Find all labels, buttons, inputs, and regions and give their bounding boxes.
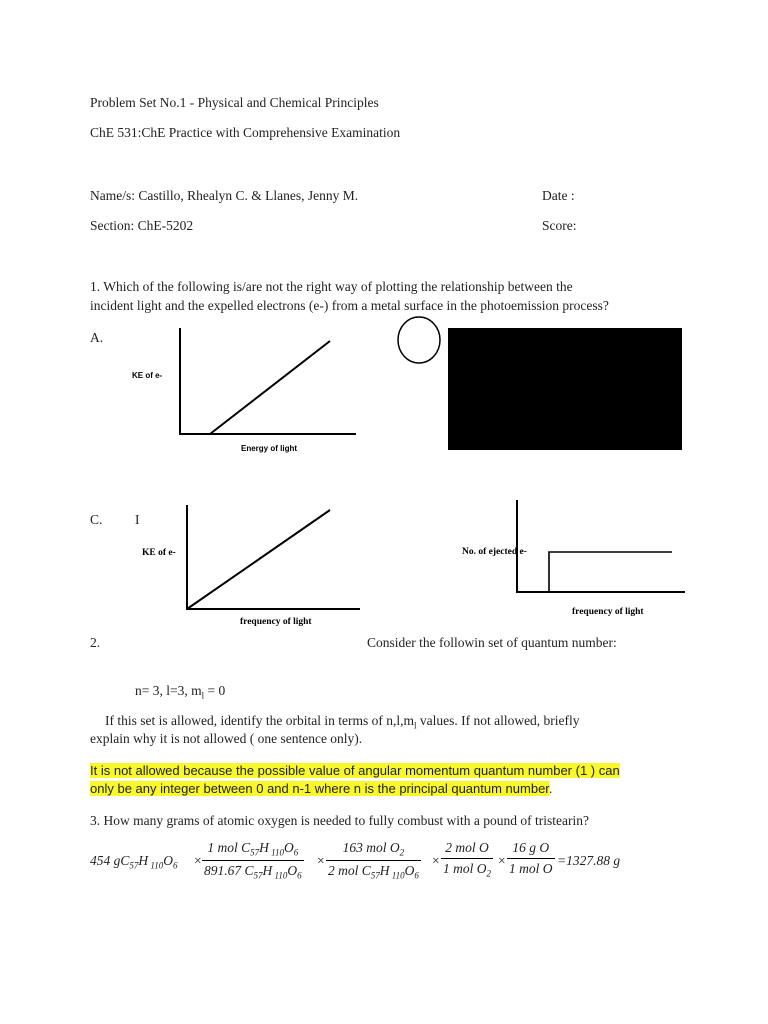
q3-prompt: 3. How many grams of atomic oxygen is needed to fully combust with a pound of tristearin?	[90, 813, 590, 828]
black-box-image	[448, 328, 682, 450]
q1-line2: incident light and the expelled electrons (e-) from a metal surface in the photoemission process?	[90, 298, 609, 313]
course-title: ChE 531:ChE Practice with Comprehensive Examination	[90, 125, 401, 140]
q2-instruction-line1: If this set is allowed, identify the orbital in terms of $n,l,m_l$ values. If not allowed, briefly	[105, 713, 580, 731]
score-label: Score:	[542, 218, 577, 233]
graph-d-ylabel: No. of ejected e-	[462, 547, 527, 557]
graph-c-ylabel: KE of e-	[142, 548, 176, 558]
q2-answer-line2: only be any integer between 0 and n-1 where n is the principal quantum number.	[90, 781, 553, 796]
option-c-mark: I	[135, 512, 140, 527]
graph-a-xlabel: Energy of light	[241, 444, 297, 453]
graph-c-line	[187, 510, 330, 609]
names-line: Name/s: Castillo, Rhealyn C. & Llanes, Jenny M.	[90, 188, 359, 203]
graph-a	[120, 320, 370, 460]
section-line: Section: ChE-5202	[90, 218, 194, 233]
graph-d-xlabel: frequency of light	[572, 607, 644, 617]
option-c-label: C.	[90, 512, 103, 527]
q2-number: 2.	[90, 635, 101, 650]
date-label: Date :	[542, 188, 575, 203]
circle-mark	[395, 314, 443, 366]
problem-set-title: Problem Set No.1 - Physical and Chemical Principles	[90, 95, 379, 110]
option-a-label: A.	[90, 330, 104, 345]
quantum-values: n= 3, l=3, $m_l = 0$	[135, 683, 226, 701]
q2-answer-line1: It is not allowed because the possible value of angular momentum quantum number (1 ) can	[90, 763, 620, 778]
graph-c	[130, 500, 360, 630]
q1-line1: 1. Which of the following is/are not the right way of plotting the relationship between the	[90, 279, 573, 294]
q3-equation: 454 $gC_{57}H$ $_{110}O_6$ × 1 mol $C_{57}H$ $_{110}O_6$ 891.67 $C_{57}H$ $_{110}O_6$ × 163 mol $O_2$ 2 mol $C_{57}H$ $_{110}O_6$ × 2 mol O 1 mol $O_2$ × 16 g O 1 mol O =1327.88 g	[90, 840, 621, 881]
graph-c-xlabel: frequency of light	[240, 617, 312, 627]
graph-d-step	[549, 552, 672, 592]
graph-a-ylabel: KE of e-	[132, 371, 163, 380]
graph-a-line	[210, 341, 330, 434]
q2-instruction-line2: explain why it is not allowed ( one sentence only).	[90, 731, 363, 746]
graph-d	[455, 495, 685, 620]
q2-prompt: Consider the followin set of quantum number:	[367, 635, 617, 650]
